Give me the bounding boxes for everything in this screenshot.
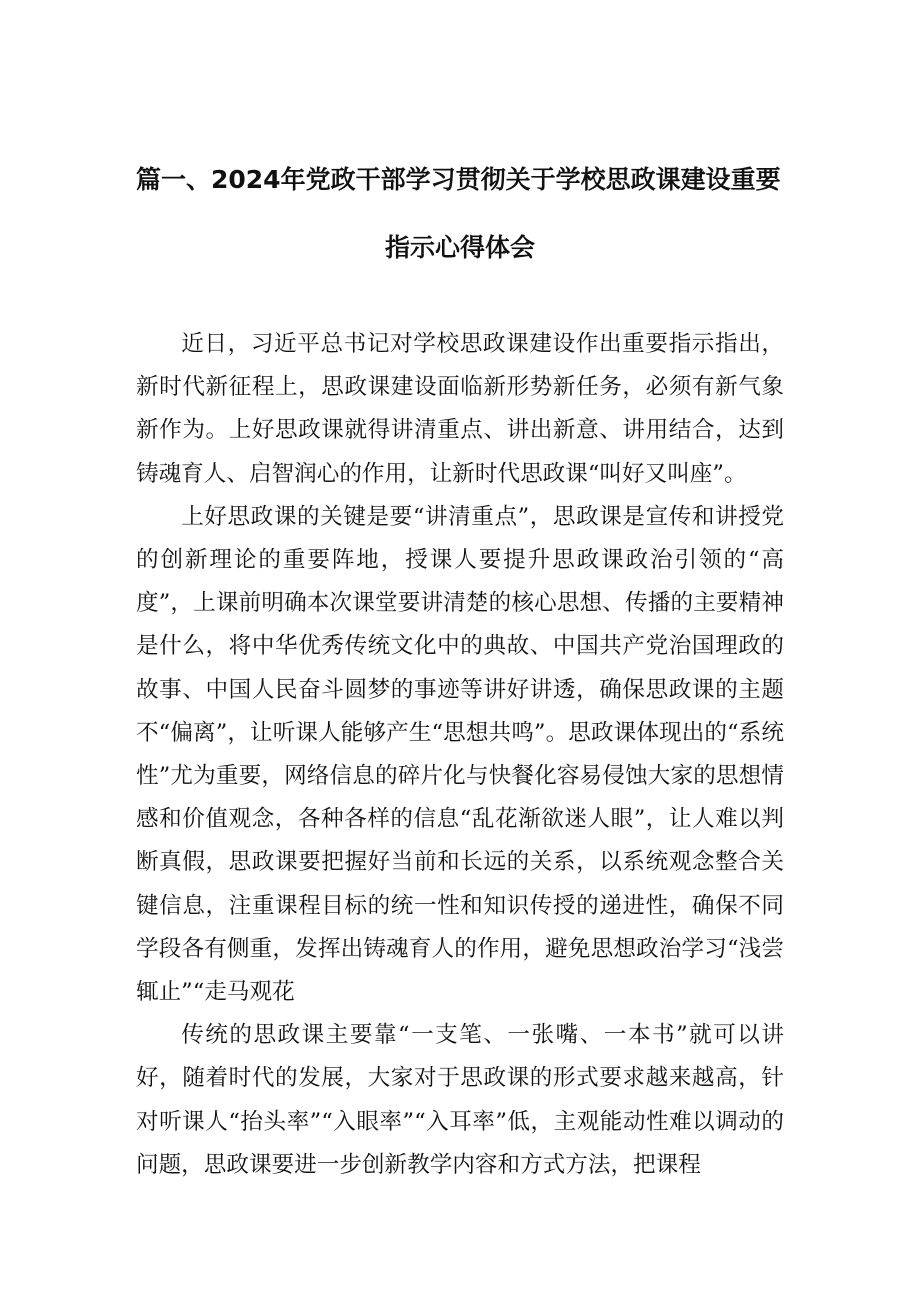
document-title-line-2: 指示心得体会 [384, 233, 535, 262]
document-title-line-1: 篇一、2024年党政干部学习贯彻关于学校思政课建设重要 [136, 165, 781, 194]
body-paragraph-3: 传统的思政课主要靠“一支笔、一张嘴、一本书”就可以讲好，随着时代的发展，大家对于思政课的形式要求越来越高，针对听课人“抬头率”“入眼率”“入耳率”低，主观能动性难以调动的问题，思政课要进一步创新教学内容和方式方法，把课程 [136, 1022, 784, 1178]
body-paragraph-2: 上好思政课的关键是要“讲清重点”，思政课是宣传和讲授党的创新理论的重要阵地，授课人要提升思政课政治引领的“高度”，上课前明确本次课堂要讲清楚的核心思想、传播的主要精神是什么，将中华优秀传统文化中的典故、中国共产党治国理政的故事、中国人民奋斗圆梦的事迹等讲好讲透，确保思政课的主题不“偏离”，让听课人能够产生“思想共鸣”。思政课体现出的“系统性”尤为重要，网络信息的碎片化与快餐化容易侵蚀大家的思想情感和价值观念，各种各样的信息“乱花渐欲迷人眼”，让人难以判断真假，思政课要把握好当前和长远的关系，以系统观念整合关键信息，注重课程目标的统一性和知识传授的递进性，确保不同学段各有侧重，发挥出铸魂育人的作用，避免思想政治学习“浅尝辄止”“走马观花 [136, 503, 784, 1006]
body-paragraph-1: 近日，习近平总书记对学校思政课建设作出重要指示指出，新时代新征程上，思政课建设面临新形势新任务，必须有新气象新作为。上好思政课就得讲清重点、讲出新意、讲用结合，达到铸魂育人、启智润心的作用，让新时代思政课“叫好又叫座”。 [136, 331, 784, 487]
document-body [136, 323, 784, 1187]
